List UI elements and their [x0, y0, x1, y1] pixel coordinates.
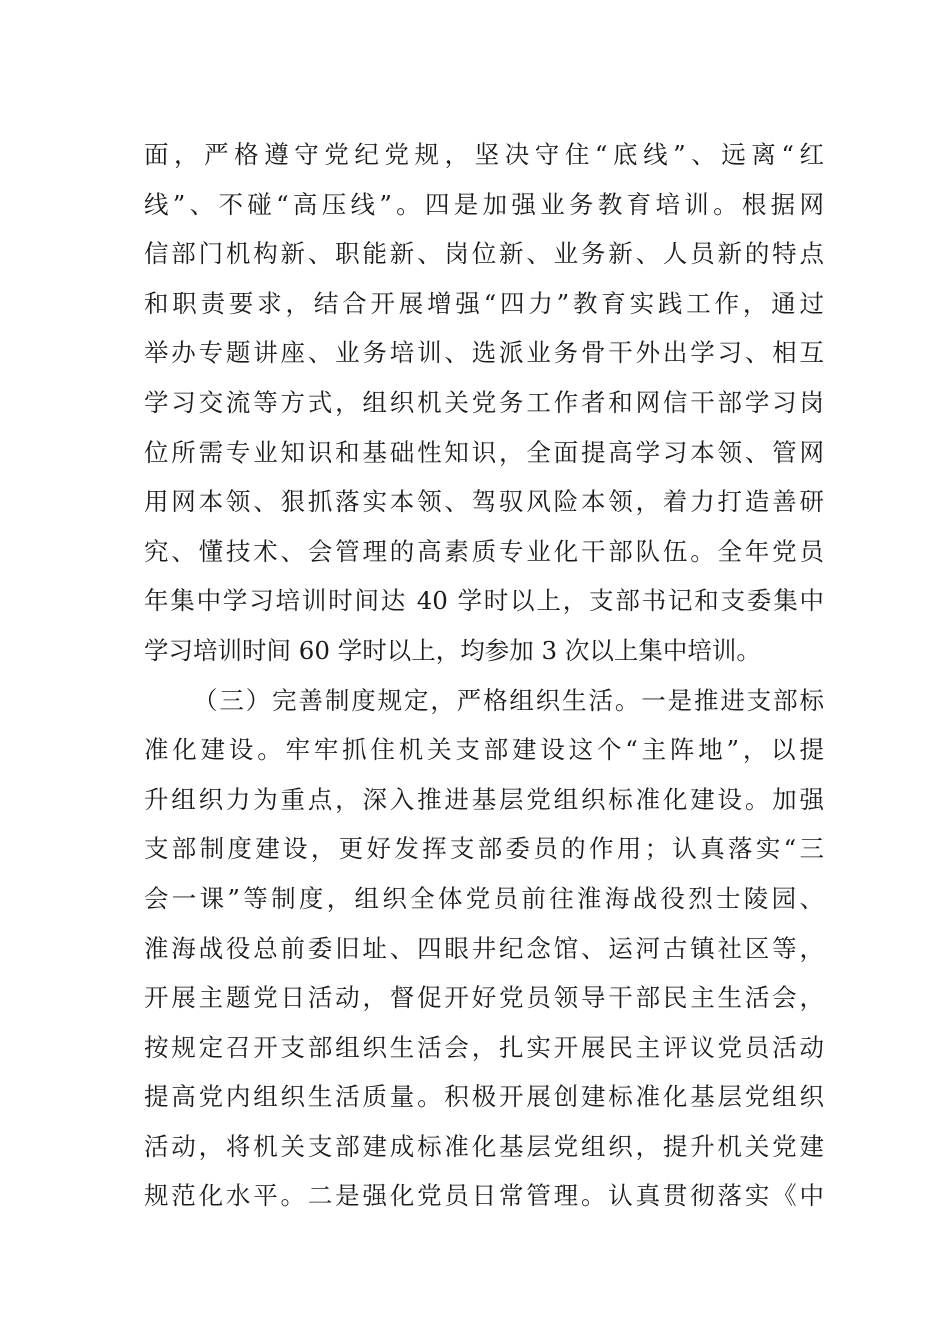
text-line-15: 支部制度建设，更好发挥支部委员的作用；认真落实“三 [144, 834, 824, 864]
text-line-5: 举办专题讲座、业务培训、选派业务骨干外出学习、相互 [144, 338, 824, 368]
text-line-1: 面，严格遵守党纪党规，坚决守住“底线”、远离“红 [144, 140, 824, 169]
text-line-21: 活动，将机关支部建成标准化基层党组织，提升机关党建 [144, 1131, 824, 1161]
text-line-7: 位所需专业知识和基础性知识，全面提高学习本领、管网 [144, 437, 824, 467]
text-line-10: 年集中学习培训时间达 40 学时以上，支部书记和支委集中 [144, 586, 824, 616]
text-line-14: 升组织力为重点，深入推进基层党组织标准化建设。加强 [144, 784, 824, 814]
text-line-16: 会一课”等制度，组织全体党员前往淮海战役烈士陵园、 [144, 883, 824, 913]
text-line-11: 学习培训时间 60 学时以上，均参加 3 次以上集中培训。 [144, 635, 761, 665]
text-line-13: 准化建设。牢牢抓住机关支部建设这个“主阵地”，以提 [144, 735, 824, 765]
text-line-17: 淮海战役总前委旧址、四眼井纪念馆、运河古镇社区等， [144, 933, 824, 963]
text-line-18: 开展主题党日活动，督促开好党员领导干部民主生活会， [144, 983, 824, 1013]
text-line-19: 按规定召开支部组织生活会，扎实开展民主评议党员活动 [144, 1032, 824, 1062]
text-line-2: 线”、不碰“高压线”。四是加强业务教育培训。根据网 [144, 189, 824, 219]
text-line-9: 究、懂技术、会管理的高素质专业化干部队伍。全年党员 [144, 536, 824, 566]
text-line-8: 用网本领、狠抓落实本领、驾驭风险本领，着力打造善研 [144, 487, 824, 517]
text-line-6: 学习交流等方式，组织机关党务工作者和网信干部学习岗 [144, 387, 824, 417]
text-line-20: 提高党内组织生活质量。积极开展创建标准化基层党组织 [144, 1082, 824, 1112]
text-line-3: 信部门机构新、职能新、岗位新、业务新、人员新的特点 [144, 239, 824, 269]
text-line-4: 和职责要求，结合开展增强“四力”教育实践工作，通过 [144, 288, 824, 318]
body-text [144, 130, 824, 1221]
text-line-22: 规范化水平。二是强化党员日常管理。认真贯彻落实《中 [144, 1181, 824, 1211]
section-heading-line: （三）完善制度规定，严格组织生活。一是推进支部标 [193, 685, 824, 715]
